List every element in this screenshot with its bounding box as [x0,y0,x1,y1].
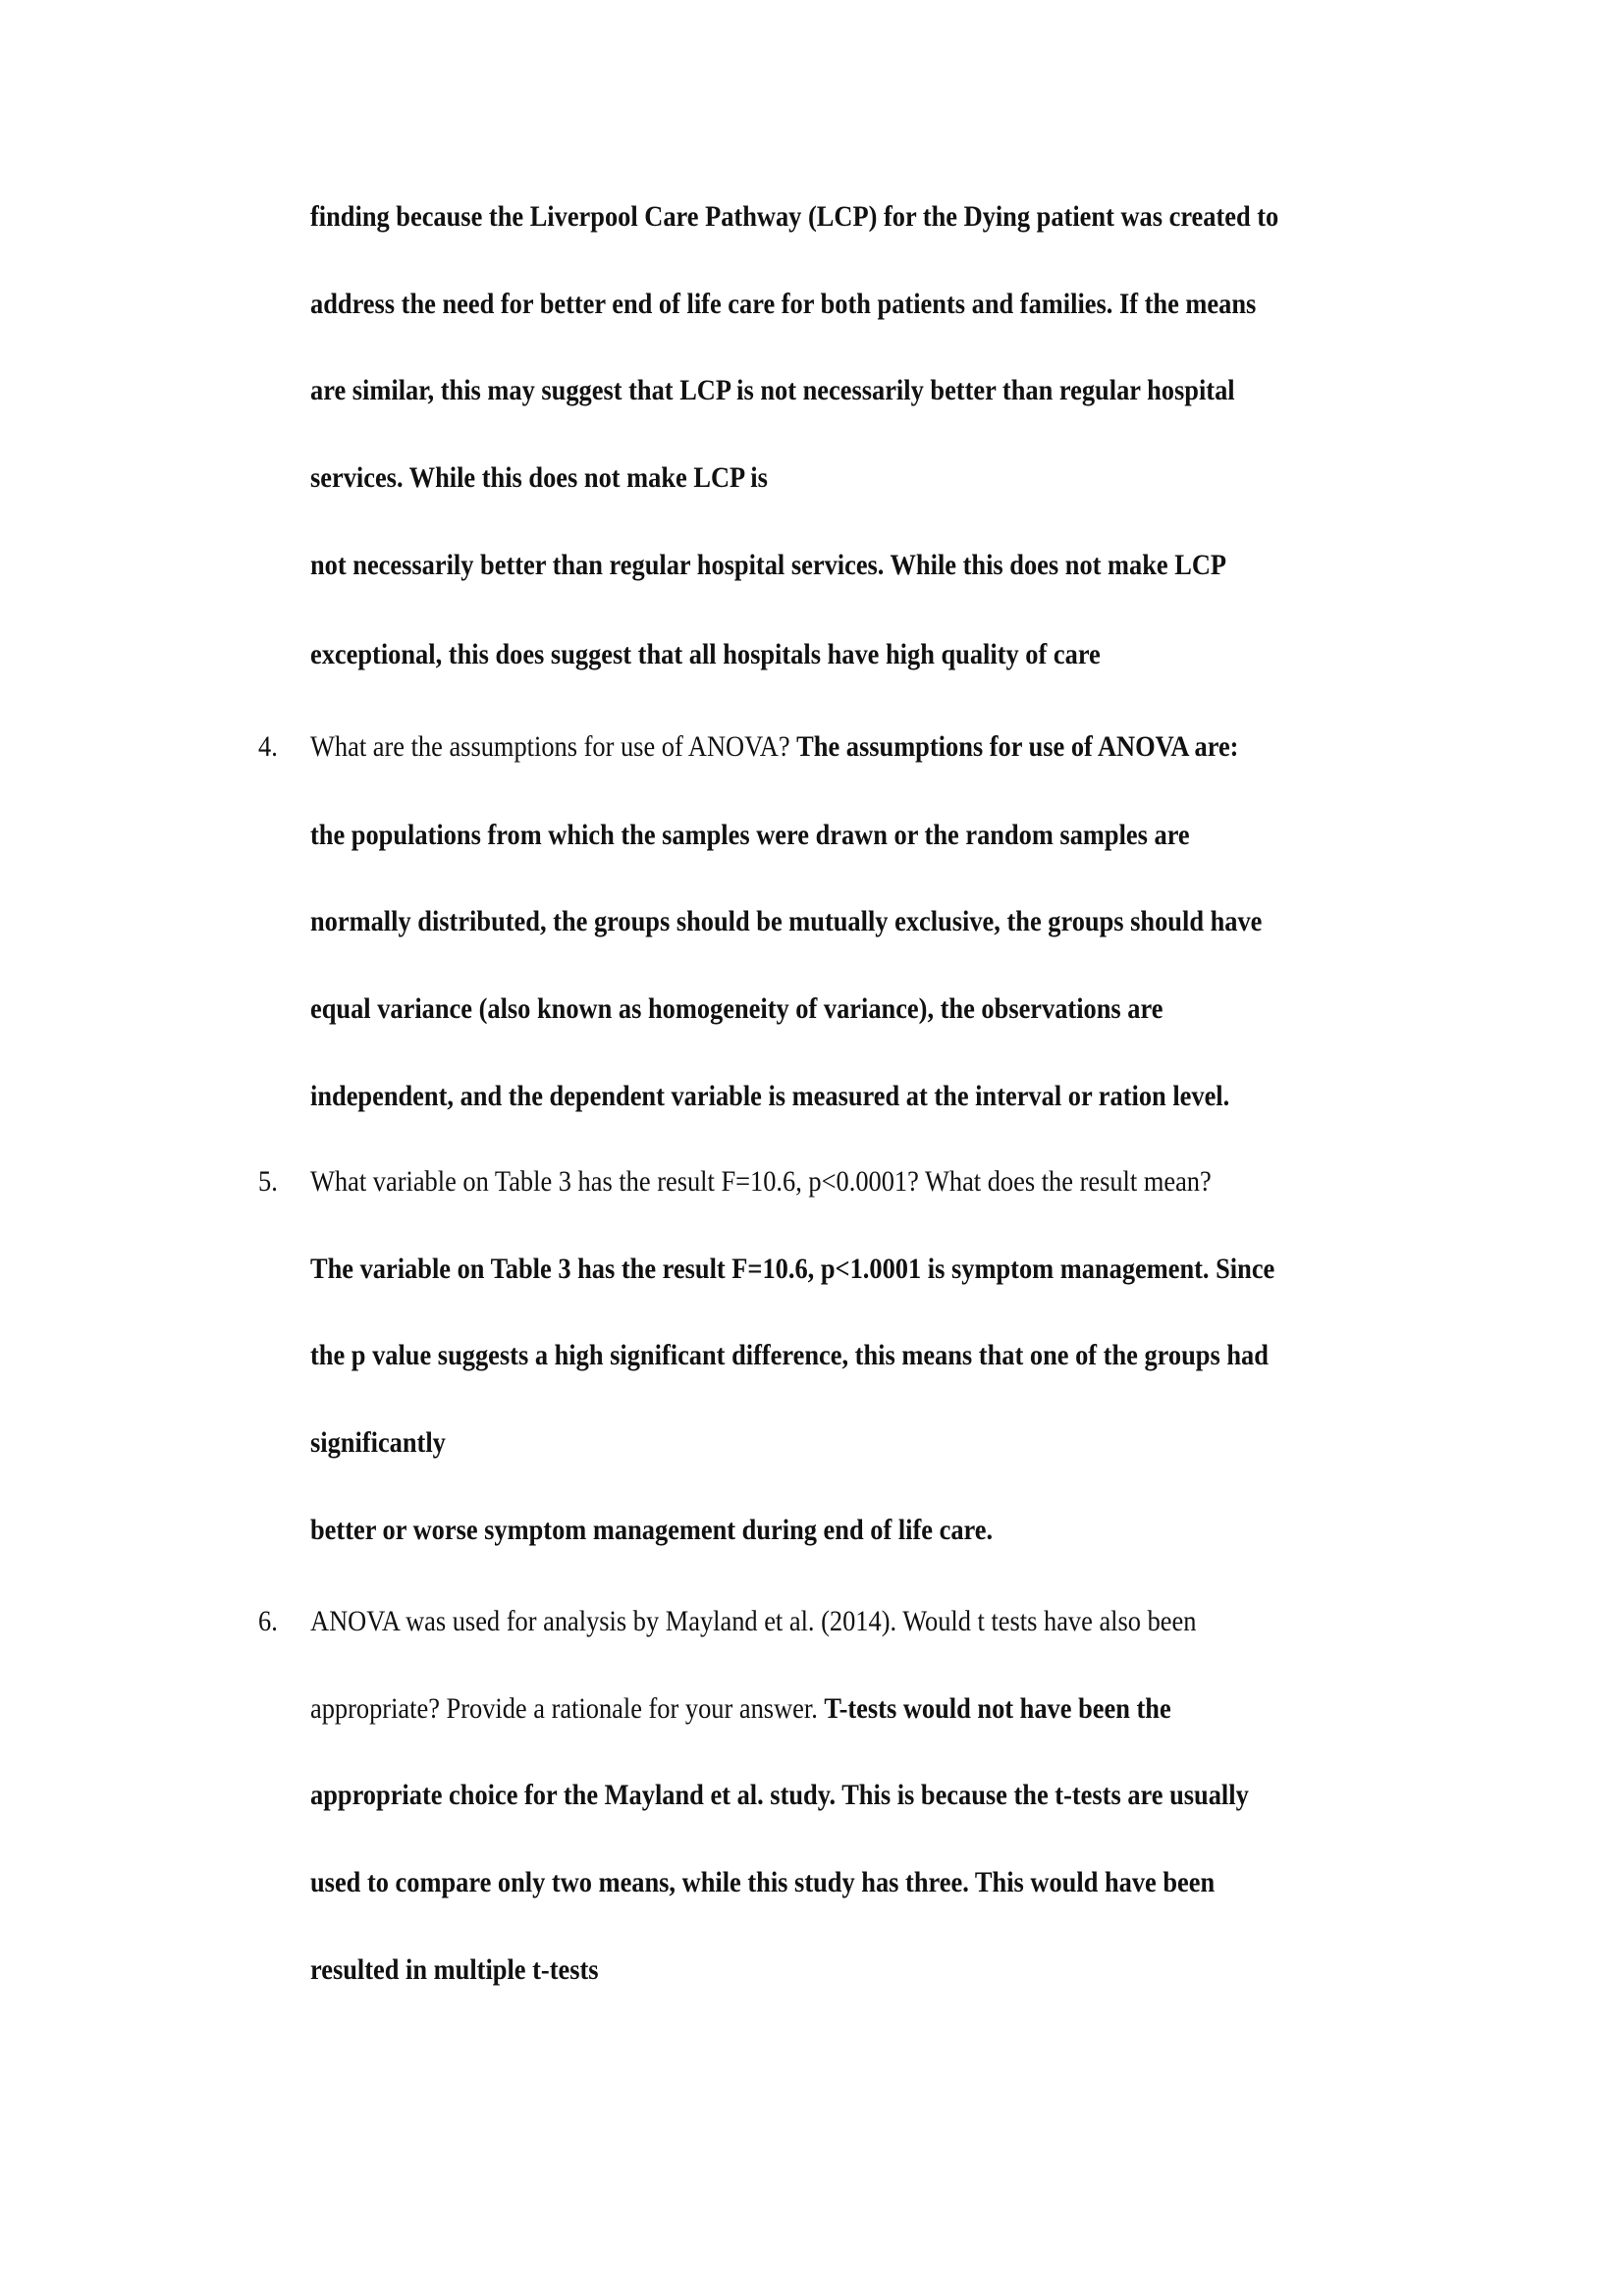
text-line [310,1250,1274,1289]
answer-text: exceptional, this does suggest that all hospitals have high quality of care [310,638,1101,670]
answer-text: the populations from which the samples were drawn or the random samples are [310,819,1190,851]
answer-text: significantly [310,1426,446,1459]
text-line [310,1689,1171,1729]
question-text: ANOVA was used for analysis by Mayland et al. (2014). Would t tests have also been [310,1605,1197,1637]
text-line [310,285,1256,324]
answer-text: resulted in multiple t-tests [310,1953,599,1986]
answer-text: used to compare only two means, while this study has three. This would have been [310,1866,1216,1898]
list-number: 5. [258,1165,278,1198]
text-line [310,1863,1215,1902]
answer-text: address the need for better end of life care for both patients and families. If the means [310,288,1257,320]
text-line [310,1336,1269,1375]
answer-text: are similar, this may suggest that LCP is not necessarily better than regular hospital [310,374,1235,406]
text-line [310,371,1235,410]
answer-text: better or worse symptom management during end of life care. [310,1514,994,1546]
list-number: 4. [258,730,278,763]
text-line [310,1077,1229,1116]
text-line [310,816,1190,855]
text-line [310,1162,1212,1201]
text-line [310,1950,599,1990]
text-line [310,635,1101,674]
text-line [310,546,1226,585]
answer-text: appropriate choice for the Mayland et al. study. This is because the t-tests are usually [310,1779,1249,1811]
answer-text: services. While this does not make LCP is [310,461,768,494]
text-line [310,902,1262,941]
text-line [310,458,768,498]
answer-text: T-tests would not have been the [824,1692,1171,1725]
answer-text: independent, and the dependent variable is measured at the interval or ration level. [310,1080,1230,1112]
answer-text: normally distributed, the groups should be mutually exclusive, the groups should have [310,905,1263,937]
text-line [310,197,1278,237]
answer-text: finding because the Liverpool Care Pathway (LCP) for the Dying patient was created to [310,200,1279,233]
question-text: What are the assumptions for use of ANOVA? [310,730,797,763]
text-line [310,727,1238,767]
question-text: appropriate? Provide a rationale for your answer. [310,1692,825,1725]
text-line [310,1602,1196,1641]
answer-text: not necessarily better than regular hospital services. While this does not make LCP [310,549,1227,581]
text-line [310,1423,446,1463]
question-text: What variable on Table 3 has the result F=10.6, p<0.0001? What does the result mean? [310,1165,1212,1198]
answer-text: The assumptions for use of ANOVA are: [796,730,1239,763]
list-number: 6. [258,1605,278,1637]
text-line [310,1511,993,1550]
answer-text: The variable on Table 3 has the result F=10.6, p<1.0001 is symptom management. Since [310,1253,1275,1285]
text-line [310,1776,1249,1815]
text-line [310,989,1163,1029]
answer-text: the p value suggests a high significant difference, this means that one of the groups had [310,1339,1269,1371]
answer-text: equal variance (also known as homogeneity of variance), the observations are [310,992,1163,1025]
